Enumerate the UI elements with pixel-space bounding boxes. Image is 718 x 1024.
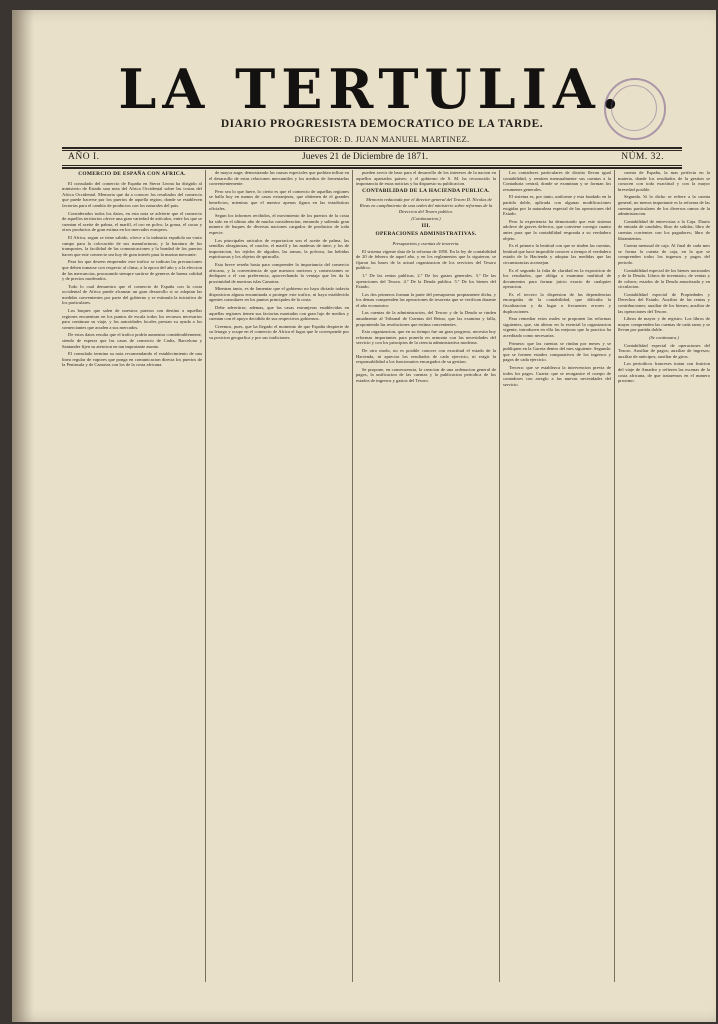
paragraph: Se propone, en consecuencia, la creacion de una ordenacion general de pagos, la unificacion de las cuentas y la publicacion periodica de los estados de ingresos y gastos del Tesoro. bbox=[356, 366, 496, 383]
section-heading: CONTABILIDAD DE LA HACIENDA PUBLICA. bbox=[362, 187, 490, 194]
continued-note: (Continuacion.) bbox=[411, 216, 441, 222]
part-number: III. bbox=[421, 222, 431, 229]
paragraph: pueden servir de base para el desarrollo de los intereses de la nacion en aquellos apartados paises; y el gobierno de S. M. ha reconocido la importancia de estas noticias y ha dispuesto su publicacion. bbox=[356, 170, 496, 187]
paragraph: Segunda. Si lo dicho se refiere a la cuenta general, no menos importante es la reforma de las cuentas particulares de los diversos ramos de la administracion. bbox=[618, 194, 710, 217]
article-heading: COMERCIO DE ESPAÑA CON AFRICA. bbox=[78, 171, 186, 177]
paragraph: Los buques que salen de nuestros puertos con destino a aquellas regiones encuentran en los puntos de escala todos los recursos necesarios para continuar su viaje, y las autoridades locales prestan su ayuda a los comerciantes que acuden a sus mercados. bbox=[62, 308, 202, 330]
paragraph: Contabilidad especial de los bienes nacionales y de la Deuda. Libros de inventario, de ventas y de cobros; estados de la Deuda amortizada y en circulacion. bbox=[618, 267, 710, 290]
column-1 bbox=[62, 170, 202, 980]
paragraph: El consulado termina su nota recomendando el establecimiento de una linea regular de vapores que ponga en comunicacion directa los puertos de la Peninsula y de Canarias con los de la costa africana. bbox=[62, 351, 202, 368]
paragraph: Primera: que las cuentas se rindan por meses y se publiquen en la Gaceta dentro del mes siguiente. Segunda: que se formen estados comparativos de los ingresos y pagos de cada ejercicio. bbox=[503, 340, 611, 363]
date-label: Jueves 21 de Diciembre de 1871. bbox=[302, 152, 429, 162]
paragraph: Esta organizacion, que en su tiempo fue un gran progreso, necesita hoy reformas importantes para ponerla en armonia con las necesidades del servicio y con los principios de la ciencia administrativa moderna. bbox=[356, 329, 496, 346]
newspaper-subtitle: DIARIO PROGRESISTA DEMOCRATICO DE LA TARDE. bbox=[220, 118, 544, 130]
column-separator bbox=[352, 170, 353, 982]
paragraph: El sistema vigente data de la reforma de 1850. En la ley de contabilidad de 20 de febrero de aquel año, y en los reglamentos que la siguieron, se fijaron las bases de la actual organizacion de los servicios del Tesoro publico. bbox=[356, 248, 496, 271]
year-label: AÑO I. bbox=[68, 152, 100, 162]
paragraph: Debe advertirse, ademas, que las casas extranjeras establecidas en aquellas regiones tienen sus factorias montadas con gran lujo de medios y cuentan con el apoyo decidido de sus respectivos gobiernos. bbox=[209, 305, 349, 322]
paragraph: Para remediar estos males se proponen las reformas siguientes, que, sin alterar en lo esencial la organizacion vigente, introducen en ella las mejoras que la practica ha acreditado como necesarias. bbox=[503, 316, 611, 339]
binding-shadow bbox=[12, 10, 34, 1022]
newspaper-title: LA TERTULIA. bbox=[118, 57, 626, 121]
paragraph: El sistema es, por tanto, uniforme y esta fundado en la partida doble, aplicada con algunas modificaciones exigidas por la naturaleza especial de las operaciones del Estado. bbox=[503, 194, 611, 217]
bottom-rule-thin bbox=[62, 165, 682, 166]
column-3 bbox=[356, 170, 496, 980]
part-subtitle: Presupuestos y cuentas de tesoreria. bbox=[392, 240, 460, 246]
paragraph: Todo lo cual demuestra que el comercio de España con la costa occidental de Africa puede alcanzar un gran desarrollo si se adoptan las medidas convenientes por parte del gobierno y se estimula la iniciativa de los particulares. bbox=[62, 283, 202, 306]
continued-note: (Se continuara.) bbox=[649, 335, 679, 341]
column-separator bbox=[499, 170, 500, 982]
column-2 bbox=[209, 170, 349, 980]
section-intro: Memoria redactada por el director general del Tesoro D. Nicolas de Rivas en cumplimiento de una orden del ministerio sobre reformas de la Direccion del Tesoro publico. bbox=[359, 197, 493, 214]
bottom-rule bbox=[62, 167, 682, 169]
paragraph: El Africa, segun se tiene sabido, ofrece a la industria española un vasto campo para la colocación de sus manufacturas; y la baratura de los transportes, la facilidad de las comunicaciones y la bondad de los puertos hacen que este comercio sea hoy de gran interés para la marina mercante. bbox=[62, 234, 202, 257]
paragraph: Esta breve reseña basta para comprender la importancia del comercio africano, y la conveniencia de que nuestros navieros y comerciantes se dediquen a el con preferencia, aprovechando la ventaja que les da la proximidad de nuestras islas Canarias. bbox=[209, 261, 349, 284]
paragraph: Pero sea lo que fuere, lo cierto es que el comercio de aquellas regiones se halla hoy en manos de casas extranjeras, que obtienen de el grandes beneficios, mientras que el nuestro apenas figura en las estadisticas oficiales. bbox=[209, 188, 349, 211]
paragraph: Los dos primeros forman la parte del presupuesto propiamente dicha, y los demas comprenden las operaciones de tesoreria que se verifican durante el año economico. bbox=[356, 291, 496, 308]
paragraph: Los principales articulos de exportacion son el aceite de palma, las semillas oleaginosas, el caucho, el marfil y las maderas de tinte; y los de importacion, los tejidos de algodon, las armas, la polvora, las bebidas espirituosas y los objetos de quincalla. bbox=[209, 237, 349, 260]
issue-number: NÚM. 32. bbox=[621, 152, 664, 162]
paragraph: El consulado del comercio de España en Sierra Leona ha dirigido al ministerio de Estado una nota del Africa Occidental sobre las costas del Africa Occidental. Memoria que da a conocer los resultados del comercio que puede hacerse por los puertos de aquella region, donde se establecen factorias para el cambio de productos con los naturales del pais. bbox=[62, 180, 202, 208]
column-separator bbox=[614, 170, 615, 982]
paragraph: Mientras tanto, es de lamentar que el gobierno no haya dictado todavia disposicion alguna encaminada a proteger este trafico, ni haya establecido agentes consulares en los puntos principales de la costa. bbox=[209, 286, 349, 303]
paragraph: Los contadores particulares de distrito llevan igual contabilidad, y remiten mensualmente sus cuentas a la Contaduria central, donde se examinan y se forman los resumenes generales. bbox=[503, 170, 611, 192]
column-separator bbox=[205, 170, 206, 982]
paragraph: cuenta de España, la mas perfecta en la materia, donde los resultados de la gestion se conocen con toda exactitud y con la mayor brevedad posible. bbox=[618, 170, 710, 192]
library-stamp bbox=[604, 78, 666, 140]
paragraph: Cuenta mensual de caja. Al final de cada mes se forma la cuenta de caja, en la que se comprenden todos los ingresos y pagos del periodo. bbox=[618, 243, 710, 265]
dateline bbox=[62, 151, 682, 165]
paragraph: Considerados todos los datos, en esta nota se advierte que el comercio de aquellos territorios ofrece una gran variedad de artículos, entre los que se cuentan el aceite de palma, el marfil, el oro en polvo, la goma, el cacao y otros productos de gran estima en los mercados europeos. bbox=[62, 210, 202, 233]
column-5 bbox=[618, 170, 710, 980]
newspaper-page bbox=[12, 10, 716, 1022]
paragraph: Pero la experiencia ha demostrado que este sistema adolece de graves defectos, que conviene corregir cuanto antes para que la contabilidad responda a su verdadero objeto. bbox=[503, 218, 611, 241]
paragraph: Contabilidad especial de Propiedades y Derechos del Estado. Auxiliar de las rentas y contribuciones; auxiliar de los bienes; auxiliar de las operaciones del Tesoro. bbox=[618, 291, 710, 314]
top-rule bbox=[62, 147, 682, 149]
paragraph: Es el primero la lentitud con que se rinden las cuentas, lentitud que hace imposible conocer a tiempo el verdadero estado de la Hacienda y adoptar las medidas que las circunstancias aconsejan. bbox=[503, 243, 611, 265]
paragraph: Contabilidad de entrevistas a la Caja. Diario de entrada de caudales; libro de salidas; libro de cuentas corrientes con los pagadores; libro de libramientos. bbox=[618, 218, 710, 241]
paragraph: Tercera: que se establezca la intervencion previa de todos los pagos. Cuarta: que se reorganice el cuerpo de contadores con arreglo a las nuevas necesidades del servicio. bbox=[503, 365, 611, 387]
part-title: OPERACIONES ADMINISTRATIVAS. bbox=[375, 231, 477, 238]
paragraph: De otro modo, no es posible conocer con exactitud el estado de la Hacienda, ni apreciar los resultados de cada ejercicio, ni exigir la responsabilidad a los funcionarios encargados de su gestion. bbox=[356, 348, 496, 365]
column-4 bbox=[503, 170, 611, 980]
paragraph: Contabilidad especial de operaciones del Tesoro. Auxiliar de pagos; auxiliar de ingresos; auxiliar de anticipos; auxiliar de giros. bbox=[618, 342, 710, 359]
paragraph: Creemos, pues, que ha llegado el momento de que España despierte de su letargo y ocupe en el comercio de Africa el lugar que le corresponde por su posicion geografica y por sus tradiciones. bbox=[209, 323, 349, 341]
director-line: DIRECTOR: D. JUAN MANUEL MARTINEZ. bbox=[294, 134, 470, 144]
paragraph: de mayor auge; demostrando las causas especiales que podrían influir en el desarrollo de estas relaciones mercantiles y los medios de fomentarlas convenientemente. bbox=[209, 170, 349, 187]
paragraph: Libros de mayor y de registro. Los libros de mayor comprenden las cuentas de cada ramo y se llevan por partida doble. bbox=[618, 316, 710, 333]
paragraph: 1.º De las rentas publicas. 2.º De los gastos generales. 3.º De las operaciones del Tesoro. 4.º De la Deuda publica. 5.º De los bienes del Estado. bbox=[356, 272, 496, 290]
paragraph: Para los que deseen emprender este trafico se indican las precauciones que deben tomarse con respecto al clima, a la epoca del año y a la eleccion de las mercancias, procurando siempre surtirse de generos de buena calidad y de precios moderados. bbox=[62, 259, 202, 282]
paragraph: Es el segundo la falta de claridad en la exposicion de los resultados, que obliga a examinar multitud de documentos para formar juicio exacto de cualquier operacion. bbox=[503, 267, 611, 290]
paragraph: Es el tercero la dispersion de las dependencias encargadas de la contabilidad, que dificulta la fiscalizacion y da lugar a frecuentes errores y duplicaciones. bbox=[503, 291, 611, 314]
paragraph: De estos datos resulta que el trafico podría aumentar considerablemente, siendo de esperar que las casas de comercio de Cadiz, Barcelona y Santander fijen su atencion en tan importante asunto. bbox=[62, 332, 202, 349]
paragraph: Los periodicos franceses tratan con fruicion del viaje de Amadeo y refieren las escenas de la costa africana, de que trataremos en el numero proximo. bbox=[618, 361, 710, 384]
paragraph: Segun los informes recibidos, el movimiento de los puertos de la costa ha sido en el ultimo año de mucha consideracion, entrando y saliendo gran numero de buques de diversas naciones cargados de productos de toda especie. bbox=[209, 213, 349, 235]
stamp-ring bbox=[611, 85, 657, 131]
paragraph: Las cuentas de la administracion, del Tesoro y de la Deuda se rinden anualmente al Tribunal de Cuentas del Reino, que las examina y falla, proponiendo las resoluciones que estima convenientes. bbox=[356, 310, 496, 327]
